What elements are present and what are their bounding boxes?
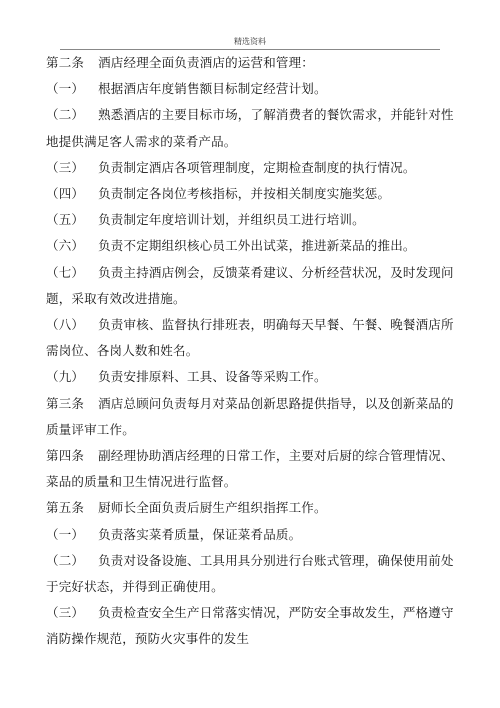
paragraph-label: （七）	[46, 264, 85, 280]
paragraph-text: 负责安排原料、工具、设备等采购工作。	[98, 369, 327, 385]
paragraph-text: 负责制定酒店各项管理制度，定期检查制度的执行情况。	[98, 159, 416, 175]
paragraph-label: （五）	[46, 212, 85, 228]
paragraph-label: （三）	[46, 159, 85, 175]
paragraph-text: 根据酒店年度销售额目标制定经营计划。	[98, 81, 327, 97]
paragraph-text: 负责审核、监督执行排班表，明确每天早餐、午餐、晚餐酒店所需岗位、各岗人数和姓名。	[46, 317, 454, 359]
paragraph-article-4	[46, 443, 460, 495]
paragraph-item	[46, 207, 460, 233]
paragraph-text: 负责落实菜肴质量，保证菜肴品质。	[98, 526, 302, 542]
paragraph-text: 负责主持酒店例会，反馈菜肴建议、分析经营状况，及时发现问题，采取有效改进措施。	[46, 264, 454, 306]
paragraph-label: 第四条	[46, 448, 85, 464]
paragraph-item	[46, 233, 460, 259]
paragraph-text: 负责制定年度培训计划，并组织员工进行培训。	[98, 212, 365, 228]
paragraph-label: （九）	[46, 369, 85, 385]
paragraph-text: 酒店总顾问负责每月对菜品创新思路提供指导，以及创新菜品的质量评审工作。	[46, 395, 454, 437]
paragraph-item	[46, 364, 460, 390]
paragraph-item	[46, 76, 460, 102]
header-title: 精选资料	[234, 37, 266, 46]
paragraph-label: （八）	[46, 317, 85, 333]
paragraph-article-5	[46, 495, 460, 521]
paragraph-label: （二）	[46, 552, 85, 568]
paragraph-text: 厨师长全面负责后厨生产组织指挥工作。	[98, 500, 327, 516]
paragraph-label: 第五条	[46, 500, 85, 516]
paragraph-label: （一）	[46, 526, 85, 542]
paragraph-item	[46, 600, 460, 652]
paragraph-label: （三）	[46, 605, 85, 621]
paragraph-text: 酒店经理全面负责酒店的运营和管理：	[98, 55, 315, 70]
paragraph-item	[46, 102, 460, 154]
paragraph-item	[46, 155, 460, 181]
paragraph-item	[46, 181, 460, 207]
paragraph-label: （一）	[46, 81, 85, 97]
paragraph-item	[46, 548, 460, 600]
paragraph-label: （二）	[46, 107, 85, 123]
paragraph-text: 负责不定期组织核心员工外出试菜，推进新菜品的推出。	[98, 238, 416, 254]
paragraph-item	[46, 312, 460, 364]
paragraph-article-2	[46, 50, 460, 76]
paragraph-item	[46, 522, 460, 548]
document-body	[46, 50, 460, 653]
paragraph-text: 负责制定各岗位考核指标，并按相关制度实施奖惩。	[98, 186, 391, 202]
paragraph-text: 副经理协助酒店经理的日常工作，主要对后厨的综合管理情况、菜品的质量和卫生情况进行监督。	[46, 448, 454, 490]
paragraph-label: （四）	[46, 186, 85, 202]
paragraph-text: 负责检查安全生产日常落实情况，严防安全事故发生，严格遵守消防操作规范，预防火灾事件的发生	[46, 605, 454, 647]
paragraph-label: 第三条	[46, 395, 85, 411]
paragraph-label: 第二条	[46, 55, 85, 70]
paragraph-label: （六）	[46, 238, 85, 254]
paragraph-text: 负责对设备设施、工具用具分别进行台账式管理，确保使用前处于完好状态，并得到正确使用。	[46, 552, 454, 595]
paragraph-item	[46, 260, 460, 312]
paragraph-article-3	[46, 391, 460, 443]
paragraph-text: 熟悉酒店的主要目标市场，了解消费者的餐饮需求，并能针对性地提供满足客人需求的菜肴产品。	[46, 107, 454, 149]
